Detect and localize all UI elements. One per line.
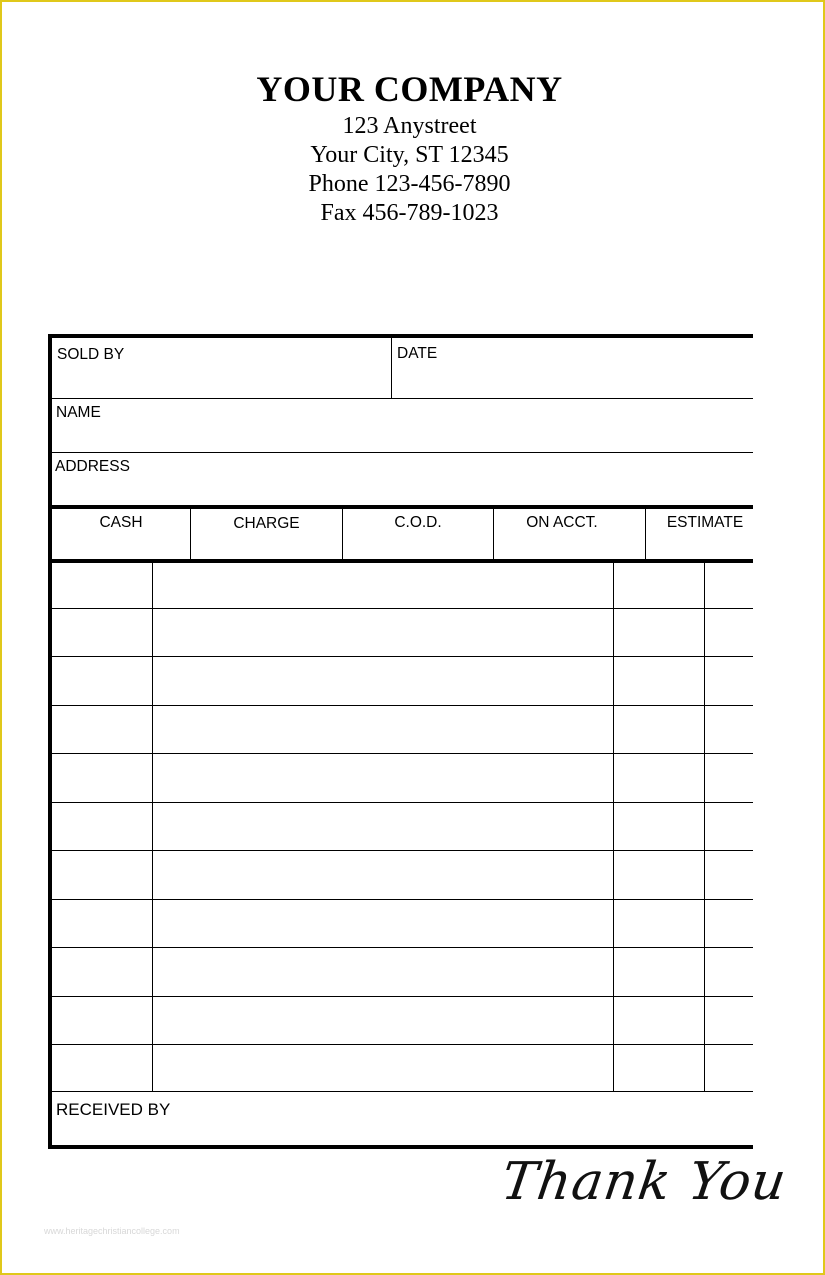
payment-estimate[interactable]: ESTIMATE <box>666 514 744 531</box>
thank-you-signature: Thank You <box>497 1152 791 1212</box>
company-header <box>2 66 817 228</box>
line-item-row[interactable] <box>52 900 753 948</box>
line-item-row[interactable] <box>52 706 753 754</box>
line-item-row[interactable] <box>52 851 753 899</box>
divider <box>391 338 392 398</box>
line-item-row[interactable] <box>52 948 753 996</box>
payment-charge[interactable]: CHARGE <box>233 515 300 532</box>
payment-cod[interactable]: C.O.D. <box>394 514 442 531</box>
payment-cash[interactable]: CASH <box>99 514 143 531</box>
line-item-row[interactable] <box>52 1045 753 1093</box>
received-by-field[interactable]: RECEIVED BY <box>56 1100 171 1119</box>
line-item-row[interactable] <box>52 563 753 611</box>
sold-by-field[interactable]: SOLD BY <box>57 346 125 363</box>
divider <box>52 398 753 399</box>
company-fax: Fax 456-789-1023 <box>320 200 499 226</box>
line-item-row[interactable] <box>52 997 753 1045</box>
company-phone: Phone 123-456-7890 <box>308 171 511 197</box>
date-field[interactable]: DATE <box>397 345 438 362</box>
watermark: www.heritagechristiancollege.com <box>44 1226 180 1236</box>
divider <box>52 505 753 509</box>
sales-form <box>48 334 753 1149</box>
divider <box>52 1091 753 1092</box>
line-item-row[interactable] <box>52 754 753 802</box>
divider <box>52 452 753 453</box>
address-field[interactable]: ADDRESS <box>55 458 130 475</box>
line-item-row[interactable] <box>52 609 753 657</box>
name-field[interactable]: NAME <box>56 404 101 421</box>
payment-on-acct[interactable]: ON ACCT. <box>526 514 598 531</box>
company-city: Your City, ST 12345 <box>310 142 509 168</box>
company-street: 123 Anystreet <box>342 113 477 139</box>
company-name: YOUR COMPANY <box>256 69 563 109</box>
line-item-row[interactable] <box>52 657 753 705</box>
line-item-row[interactable] <box>52 803 753 851</box>
